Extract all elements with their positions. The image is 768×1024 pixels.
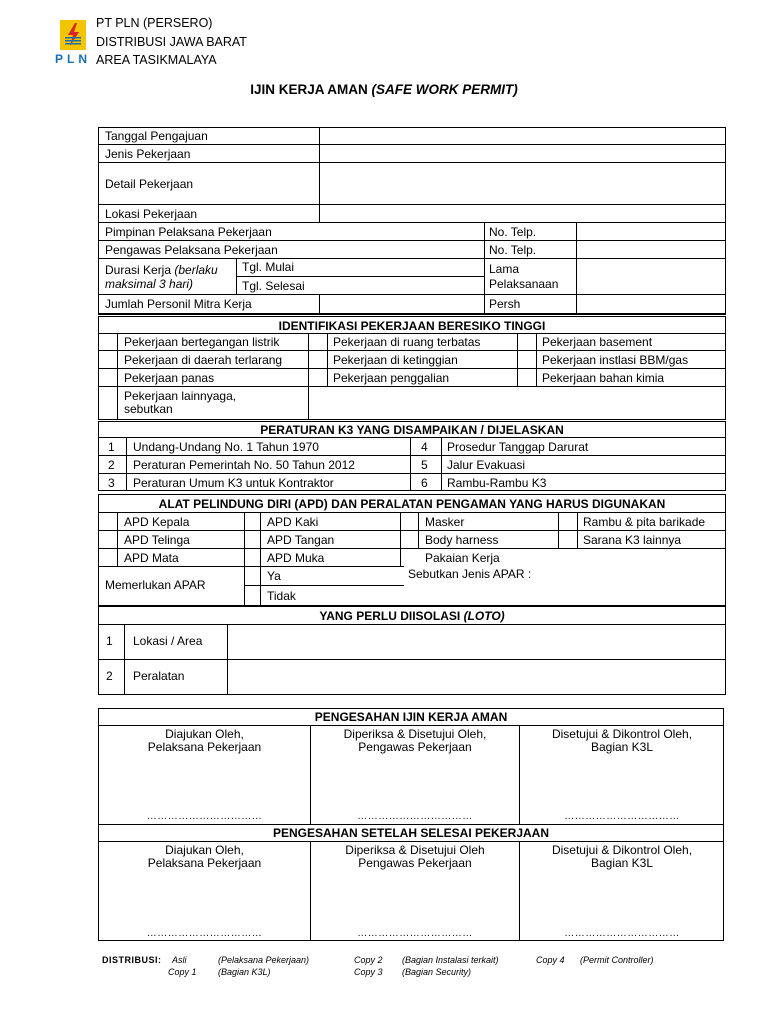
sign-label: Diajukan Oleh,	[165, 843, 244, 857]
k3-item: Peraturan Pemerintah No. 50 Tahun 2012	[133, 458, 355, 472]
signature-line[interactable]: ……………………………	[564, 928, 680, 939]
pimpinan-field[interactable]	[321, 224, 482, 238]
checkbox-sarana-k3[interactable]	[559, 531, 577, 548]
k3-no: 5	[421, 458, 428, 472]
dist-copy2: Copy 2	[354, 955, 383, 965]
durasi-label: Durasi Kerja (berlaku	[105, 263, 218, 277]
risk-heading: IDENTIFIKASI PEKERJAAN BERESIKO TINGGI	[278, 319, 546, 333]
personil-field[interactable]	[321, 296, 482, 312]
lokasi-field[interactable]	[321, 206, 724, 220]
signature-line[interactable]: ……………………………	[146, 811, 263, 822]
checkbox-pakaian-kerja[interactable]	[401, 549, 418, 566]
dist-copy2-desc: (Bagian Instalasi terkait)	[402, 955, 499, 965]
lokasi-label: Lokasi Pekerjaan	[105, 207, 198, 221]
durasi-note: maksimal 3 hari)	[105, 277, 194, 291]
pln-logo-icon	[60, 20, 86, 50]
sign-role: Pengawas Pekerjaan	[358, 856, 472, 870]
apar-label: Memerlukan APAR	[105, 578, 206, 592]
persh-label: Persh	[489, 297, 521, 311]
sign-label: Diajukan Oleh,	[165, 727, 244, 741]
lama-label: Lama	[489, 262, 520, 276]
apd-heading: ALAT PELINDUNG DIRI (APD) DAN PERALATAN PENGAMAN YANG HARUS DIGUNAKAN	[158, 497, 666, 511]
dist-copy3: Copy 3	[354, 967, 383, 977]
sign-label: Diperiksa & Disetujui Oleh	[345, 843, 485, 857]
k3-no: 6	[421, 476, 428, 490]
checkbox-ruang-terbatas[interactable]	[309, 334, 327, 350]
loto-lokasi-field[interactable]	[229, 626, 724, 658]
dist-copy1-desc: (Bagian K3L)	[218, 967, 271, 977]
company-name: PT PLN (PERSERO)	[96, 16, 213, 30]
risk-other-label-2: sebutkan	[124, 402, 173, 416]
telp-field-2[interactable]	[578, 242, 724, 256]
loto-item: Lokasi / Area	[133, 634, 203, 648]
checkbox-apd-muka[interactable]	[245, 549, 260, 566]
lama-field[interactable]	[578, 260, 724, 293]
pimpinan-label: Pimpinan Pelaksana Pekerjaan	[105, 225, 272, 239]
selesai-label: Tgl. Selesai	[242, 279, 305, 293]
jenis-label: Jenis Pekerjaan	[105, 147, 191, 161]
apd-item: Sarana K3 lainnya	[583, 533, 682, 547]
k3-item: Undang-Undang No. 1 Tahun 1970	[133, 440, 319, 454]
detail-label: Detail Pekerjaan	[105, 177, 194, 191]
checkbox-apar-ya[interactable]	[245, 567, 260, 585]
risk-item: Pekerjaan penggalian	[333, 371, 450, 385]
detail-field[interactable]	[321, 164, 724, 202]
pengawas-field[interactable]	[321, 242, 482, 256]
signature-line[interactable]: ……………………………	[357, 928, 473, 939]
distribusi-label: DISTRIBUSI:	[102, 955, 162, 965]
checkbox-apd-telinga[interactable]	[99, 531, 117, 548]
jenis-apar-label: Sebutkan Jenis APAR :	[408, 567, 532, 581]
risk-item: Pekerjaan di ketinggian	[333, 353, 458, 367]
apar-ya-label: Ya	[267, 569, 281, 583]
risk-other-label: Pekerjaan lainnyaga,	[124, 389, 237, 403]
apd-item: Body harness	[425, 533, 499, 547]
dist-asli: Asli	[172, 955, 187, 965]
checkbox-listrik[interactable]	[99, 334, 117, 350]
company-division: DISTRIBUSI JAWA BARAT	[96, 35, 247, 49]
sign-role: Pelaksana Pekerjaan	[147, 856, 262, 870]
apd-item: Pakaian Kerja	[425, 551, 500, 565]
checkbox-apd-kepala[interactable]	[99, 513, 117, 530]
sign-role: Bagian K3L	[590, 856, 654, 870]
apd-item: APD Kaki	[267, 515, 319, 529]
pengawas-label: Pengawas Pelaksana Pekerjaan	[105, 243, 278, 257]
dist-copy3-desc: (Bagian Security)	[402, 967, 472, 977]
checkbox-apd-kaki[interactable]	[245, 513, 260, 530]
mulai-field[interactable]	[321, 259, 482, 275]
apd-item: APD Kepala	[124, 515, 190, 529]
sign-label: Disetujui & Dikontrol Oleh,	[551, 727, 693, 741]
approval-heading: PENGESAHAN IJIN KERJA AMAN	[314, 710, 508, 724]
sign-label: Diperiksa & Disetujui Oleh,	[343, 727, 487, 741]
risk-item: Pekerjaan bahan kimia	[542, 371, 665, 385]
checkbox-apd-tangan[interactable]	[245, 531, 260, 548]
checkbox-apd-mata[interactable]	[99, 549, 117, 566]
loto-heading: YANG PERLU DIISOLASI (LOTO)	[319, 609, 505, 623]
jenis-field[interactable]	[321, 147, 724, 161]
checkbox-basement[interactable]	[518, 334, 536, 350]
k3-item: Prosedur Tanggap Darurat	[447, 440, 589, 454]
checkbox-ketinggian[interactable]	[309, 351, 327, 368]
apd-item: Masker	[425, 515, 465, 529]
dist-copy4-desc: (Permit Controller)	[580, 955, 654, 965]
dist-copy1: Copy 1	[168, 967, 197, 977]
dist-copy4: Copy 4	[536, 955, 565, 965]
signature-line[interactable]: ……………………………	[564, 811, 680, 822]
loto-item: Peralatan	[133, 669, 185, 683]
signature-line[interactable]: ……………………………	[357, 811, 473, 822]
k3-no: 4	[421, 440, 428, 454]
risk-item: Pekerjaan panas	[124, 371, 215, 385]
k3-heading: PERATURAN K3 YANG DISAMPAIKAN / DIJELASKAN	[260, 423, 564, 437]
selesai-field[interactable]	[321, 277, 482, 293]
telp-label-2: No. Telp.	[489, 243, 537, 257]
dist-asli-desc: (Pelaksana Pekerjaan)	[218, 955, 310, 965]
checkbox-rambu[interactable]	[559, 513, 577, 530]
checkbox-panas[interactable]	[99, 369, 117, 386]
telp-label-1: No. Telp.	[489, 225, 537, 239]
loto-peralatan-field[interactable]	[229, 661, 724, 693]
apd-item: APD Mata	[124, 551, 179, 565]
risk-item: Pekerjaan di daerah terlarang	[124, 353, 283, 367]
company-area: AREA TASIKMALAYA	[96, 53, 217, 67]
risk-item: Pekerjaan bertegangan listrik	[124, 335, 280, 349]
approval-heading-after: PENGESAHAN SETELAH SELESAI PEKERJAAN	[272, 826, 550, 840]
persh-field[interactable]	[578, 296, 724, 312]
k3-no: 3	[108, 476, 115, 490]
tanggal-label: Tanggal Pengajuan	[105, 129, 208, 143]
k3-no: 2	[108, 458, 115, 472]
apd-item: APD Telinga	[124, 533, 190, 547]
apd-item: Rambu & pita barikade	[583, 515, 706, 529]
k3-item: Peraturan Umum K3 untuk Kontraktor	[133, 476, 334, 490]
checkbox-kimia[interactable]	[518, 369, 536, 386]
loto-no: 2	[106, 669, 113, 683]
sign-label: Disetujui & Dikontrol Oleh,	[551, 843, 693, 857]
checkbox-penggalian[interactable]	[309, 369, 327, 386]
risk-item: Pekerjaan di ruang terbatas	[333, 335, 481, 349]
k3-no: 1	[108, 440, 115, 454]
mulai-label: Tgl. Mulai	[242, 260, 295, 274]
checkbox-lainnya[interactable]	[99, 387, 117, 419]
apd-item: APD Muka	[267, 551, 325, 565]
checkbox-bbm[interactable]	[518, 351, 536, 368]
risk-item: Pekerjaan basement	[542, 335, 653, 349]
apd-item: APD Tangan	[267, 533, 335, 547]
lama-label-2: Pelaksanaan	[489, 277, 559, 291]
k3-item: Jalur Evakuasi	[447, 458, 526, 472]
personil-label: Jumlah Personil Mitra Kerja	[105, 297, 252, 311]
page-title: IJIN KERJA AMAN (SAFE WORK PERMIT)	[250, 82, 518, 97]
checkbox-terlarang[interactable]	[99, 351, 117, 368]
signature-line[interactable]: ……………………………	[146, 928, 263, 939]
checkbox-masker[interactable]	[401, 513, 418, 530]
sign-role: Pelaksana Pekerjaan	[147, 740, 262, 754]
loto-no: 1	[106, 634, 113, 648]
k3-item: Rambu-Rambu K3	[447, 476, 547, 490]
risk-item: Pekerjaan instlasi BBM/gas	[542, 353, 689, 367]
brand-text: PLN	[55, 52, 91, 66]
sign-role: Bagian K3L	[590, 740, 654, 754]
sign-role: Pengawas Pekerjaan	[358, 740, 472, 754]
telp-field-1[interactable]	[578, 224, 724, 238]
checkbox-body-harness[interactable]	[401, 531, 418, 548]
risk-other-field[interactable]	[310, 388, 724, 418]
jenis-apar-field[interactable]	[406, 582, 724, 604]
tanggal-field[interactable]	[321, 129, 724, 143]
apar-tidak-label: Tidak	[267, 589, 296, 603]
checkbox-apar-tidak[interactable]	[245, 586, 260, 605]
